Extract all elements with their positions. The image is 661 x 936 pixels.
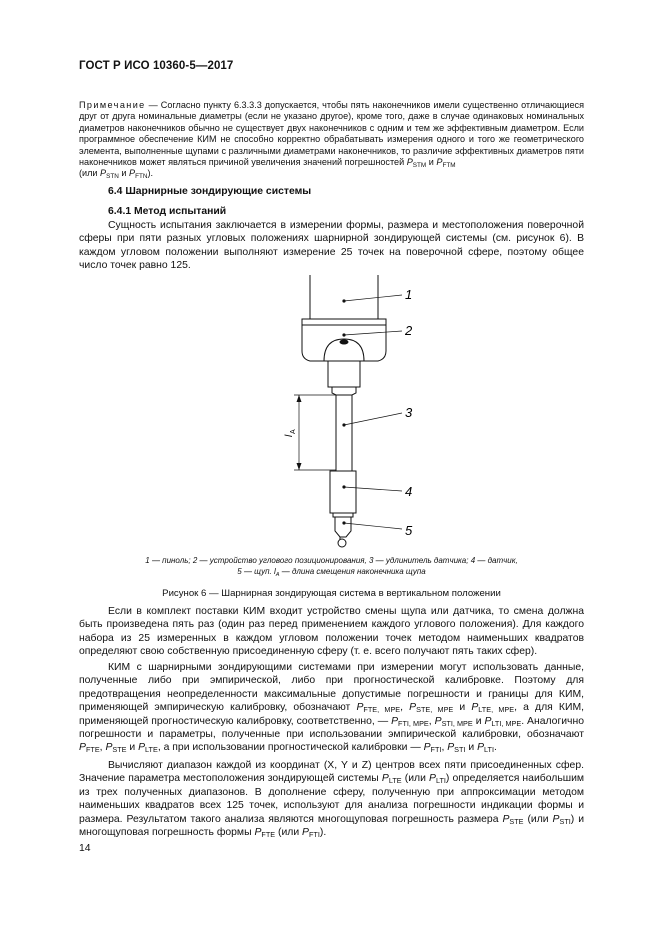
dimension-label: l: [284, 434, 295, 437]
paragraph-range: Вычисляют диапазон каждой из координат (X, Y и Z) центров всех пяти присоединенных сфер. Значение параметра местоположения зондирующей системы $P_{LTE}$ (или $P_{LTI}$) определяется наибольшим из трех полученных диапазонов. В дополнение сферу, полученную при аппроксимации методом наименьших квадратов всех 125 точек, используют для анализа погрешности индикации формы и размера. Результатом такого анализа являются многощуповая погрешность размера $P_{STE}$ (или $P_{STI}$) и многощуповая погрешность формы $P_{FTE}$ (или $P_{FTI}$).: [79, 760, 585, 840]
callout-3: 3: [405, 405, 413, 420]
callout-1: 1: [405, 287, 413, 302]
callout-4: 4: [405, 484, 413, 499]
figure-title: Рисунок 6 — Шарнирная зондирующая система в вертикальном положении: [162, 588, 501, 599]
callout-2: 2: [405, 323, 413, 338]
document-header: ГОСТ Р ИСО 10360-5—2017: [79, 60, 234, 72]
subsection-heading: 6.4.1 Метод испытаний: [108, 206, 227, 217]
note-paragraph: Примечание — Согласно пункту 6.3.3.3 допускается, чтобы пять наконечников имели существенно отличающиеся друг от друга номинальные диаметры (если не указано другое), кроме того, даже в случае одинаковых номинальных диаметров наконечников обычно не существует двух наконечников с одним и тем же эффективным диаметром. Если программное обеспечение КИМ не способно корректно обрабатывать измерения одного и того же геометрического элемента, выполненные щупами с различными диаметрами наконечников, то различие эффективных диаметров пяти наконечников может являться причиной увеличения значений погрешностей $P_{STM}$ и $P_{FTM}$ (или $P_{STN}$ и $P_{FTN}$).: [79, 100, 584, 181]
section-heading: 6.4 Шарнирные зондирующие системы: [108, 186, 312, 197]
figure-legend: 1 — пиноль; 2 — устройство углового позиционирования, 3 — удлинитель датчика; 4 — датчик, 5 — щуп. $l_A$ — длина смещения наконечника щупа: [145, 556, 518, 578]
probe-figure: [280, 275, 450, 550]
intro-paragraph: Сущность испытания заключается в измерении формы, размера и местоположения поверочной сферы при пяти разных угловых положениях шарнирной зондирующей системы (см. рисунок 6). В каждом угловом положении выполняют измерение 25 точек на поверочной сфере, поэтому общее число точек равно 125.: [79, 220, 584, 272]
note-label: Примечание: [79, 100, 146, 110]
dimension-subscript: A: [290, 429, 297, 434]
paragraph-calibration: КИМ с шарнирными зондирующими системами при измерении могут использовать данные, полученные либо при эмпирической, либо при прогностической калибровке. Поэтому для предотвращения неопределенности максимальные допустимые погрешности и границы для КИМ, применяющей эмпирическую калибровку, обозначают $P_{FTE, MPE}$, $P_{STE, MPE}$ и $P_{LTE, MPE}$, а для КИМ, применяющей прогностическую калибровку, соответственно, — $P_{FTI, MPE}$, $P_{STI, MPE}$ и $P_{LTI, MPE}$. Аналогично погрешности и параметры, полученные при использовании эмпирической калибровки, обозначают $P_{FTE}$, $P_{STE}$ и $P_{LTE}$, а при использовании прогностической калибровки — $P_{FTI}$, $P_{STI}$ и $P_{LTI}$.: [79, 662, 584, 755]
paragraph-probe-change: Если в комплект поставки КИМ входит устройство смены щупа или датчика, то смена должна быть произведена пять раз (один раз перед применением каждого углового положения). Для каждого набора из 25 измеренных в каждом угловом положении точек методом наименьших квадратов определяют свою собственную присоединенную сферу (т. е. всего получают пять таких сфер).: [79, 606, 584, 658]
callout-5: 5: [405, 523, 413, 538]
page-number: 14: [79, 843, 91, 854]
